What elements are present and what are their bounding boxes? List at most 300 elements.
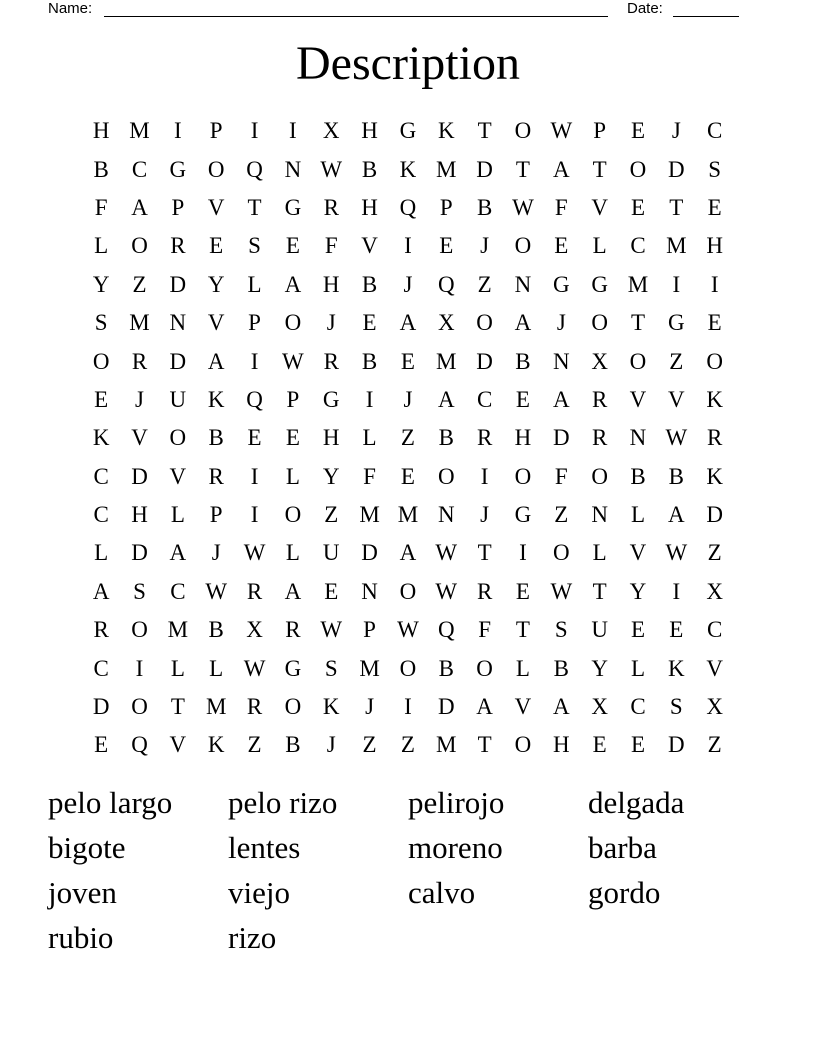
worksheet-header [0, 0, 816, 22]
grid-letter: B [361, 271, 378, 297]
grid-letter: O [591, 463, 608, 489]
grid-letter: O [131, 617, 148, 643]
grid-letter: K [706, 386, 723, 412]
word-bank-item: barba [588, 830, 657, 865]
grid-letter: D [476, 156, 493, 182]
grid-letter: D [668, 156, 685, 182]
word-bank-item: lentes [228, 830, 301, 865]
grid-row [82, 534, 734, 572]
grid-letter: B [515, 348, 531, 374]
grid-letter: W [282, 348, 304, 374]
grid-letter: L [362, 425, 377, 451]
grid-letter: E [285, 233, 300, 259]
grid-letter: C [707, 617, 723, 643]
grid-letter: J [671, 118, 681, 144]
grid-letter: E [209, 233, 224, 259]
grid-letter: V [514, 694, 532, 720]
grid-letter: I [404, 233, 412, 259]
grid-letter: S [669, 694, 683, 720]
word-bank-item: calvo [408, 875, 476, 910]
grid-letter: W [243, 540, 266, 566]
grid-letter: O [591, 310, 608, 336]
grid-letter: M [167, 617, 189, 643]
grid-letter: W [320, 617, 343, 643]
grid-letter: M [359, 502, 380, 528]
grid-letter: T [477, 732, 492, 758]
grid-letter: I [672, 271, 681, 297]
grid-letter: P [363, 617, 376, 643]
word-bank-item: rizo [228, 920, 277, 955]
grid-letter: T [515, 617, 530, 643]
grid-letter: V [131, 425, 148, 451]
grid-letter: E [400, 463, 415, 489]
grid-letter: Z [669, 348, 684, 374]
grid-letter: R [323, 194, 339, 220]
grid-letter: A [399, 540, 417, 566]
word-bank-item: pelirojo [408, 785, 505, 820]
word-bank-item: pelo rizo [228, 785, 338, 820]
grid-letter: O [169, 425, 187, 451]
grid-letter: E [362, 310, 377, 336]
grid-letter: Y [591, 655, 608, 681]
grid-letter: V [629, 386, 647, 412]
grid-letter: F [324, 233, 338, 259]
grid-letter: D [706, 502, 723, 528]
grid-letter: R [285, 617, 301, 643]
grid-letter: A [668, 502, 685, 528]
grid-letter: V [706, 655, 723, 681]
grid-letter: J [403, 271, 413, 297]
grid-letter: S [324, 655, 338, 681]
grid-row [82, 266, 734, 304]
grid-letter: X [322, 118, 340, 144]
grid-letter: G [169, 156, 187, 182]
grid-letter: G [284, 194, 302, 220]
grid-letter: M [397, 502, 419, 528]
grid-letter: Z [400, 732, 415, 758]
grid-letter: I [250, 502, 259, 528]
grid-letter: P [593, 118, 607, 144]
grid-letter: H [552, 732, 570, 758]
grid-letter: B [553, 655, 569, 681]
grid-letter: X [591, 348, 608, 374]
grid-row [82, 419, 734, 457]
grid-letter: M [666, 233, 687, 259]
grid-letter: W [665, 425, 688, 451]
grid-letter: B [285, 732, 301, 758]
grid-letter: R [476, 578, 493, 604]
grid-letter: U [322, 540, 340, 566]
grid-letter: Q [399, 194, 417, 220]
grid-letter: V [668, 386, 685, 412]
grid-letter: Q [131, 732, 148, 758]
grid-letter: E [592, 732, 607, 758]
grid-letter: T [669, 194, 684, 220]
word-bank-item: joven [48, 875, 117, 910]
grid-letter: A [92, 578, 110, 604]
grid-letter: B [361, 156, 378, 182]
grid-letter: W [435, 578, 458, 604]
grid-letter: J [326, 732, 336, 758]
grid-letter: N [552, 348, 570, 374]
grid-letter: T [592, 156, 607, 182]
grid-row [82, 573, 734, 611]
grid-letter: M [627, 271, 649, 297]
grid-letter: T [477, 540, 492, 566]
grid-row [82, 688, 734, 726]
grid-letter: W [550, 578, 573, 604]
grid-letter: I [250, 118, 259, 144]
grid-row [82, 726, 734, 764]
grid-letter: J [365, 694, 375, 720]
grid-row [82, 496, 734, 534]
grid-letter: W [397, 617, 419, 643]
grid-letter: N [437, 502, 455, 528]
grid-letter: D [92, 694, 110, 720]
grid-letter: Y [629, 578, 647, 604]
grid-letter: K [207, 732, 225, 758]
grid-letter: B [438, 655, 454, 681]
word-bank [48, 782, 768, 962]
grid-letter: L [247, 271, 262, 297]
grid-letter: E [285, 425, 300, 451]
grid-letter: P [286, 386, 300, 412]
grid-row [82, 189, 734, 227]
grid-letter: V [169, 732, 187, 758]
grid-letter: B [438, 425, 454, 451]
name-blank-line [104, 16, 608, 17]
grid-letter: J [480, 502, 490, 528]
grid-letter: E [707, 194, 722, 220]
grid-letter: Z [707, 732, 722, 758]
grid-letter: I [672, 578, 681, 604]
grid-letter: V [629, 540, 647, 566]
grid-letter: M [436, 156, 457, 182]
grid-letter: X [706, 578, 723, 604]
grid-letter: A [399, 310, 417, 336]
grid-letter: P [439, 194, 453, 220]
grid-letter: K [92, 425, 110, 451]
grid-letter: L [515, 655, 530, 681]
word-bank-item: delgada [588, 785, 685, 820]
grid-letter: R [707, 425, 723, 451]
grid-letter: T [515, 156, 530, 182]
grid-letter: T [477, 118, 492, 144]
grid-letter: C [170, 578, 186, 604]
grid-letter: H [361, 118, 378, 144]
grid-letter: M [205, 694, 227, 720]
grid-letter: Y [92, 271, 110, 297]
grid-letter: A [169, 540, 187, 566]
grid-letter: G [322, 386, 340, 412]
grid-letter: Q [437, 271, 455, 297]
grid-letter: D [476, 348, 493, 374]
grid-letter: L [209, 655, 224, 681]
grid-letter: K [668, 655, 685, 681]
grid-letter: G [284, 655, 302, 681]
grid-letter: E [247, 425, 262, 451]
grid-letter: D [131, 540, 148, 566]
grid-letter: X [591, 694, 608, 720]
grid-letter: I [365, 386, 374, 412]
grid-letter: G [514, 502, 532, 528]
grid-letter: E [515, 578, 530, 604]
grid-letter: R [170, 233, 186, 259]
grid-letter: C [131, 156, 148, 182]
grid-letter: L [592, 233, 607, 259]
grid-letter: W [320, 156, 343, 182]
grid-letter: G [399, 118, 417, 144]
word-bank-item: bigote [48, 830, 126, 865]
grid-letter: O [514, 233, 532, 259]
grid-letter: A [207, 348, 225, 374]
grid-letter: W [665, 540, 688, 566]
grid-letter: B [93, 156, 109, 182]
grid-letter: I [250, 463, 259, 489]
grid-letter: P [209, 118, 223, 144]
grid-letter: M [129, 118, 150, 144]
grid-letter: F [94, 194, 108, 220]
grid-row [82, 227, 734, 265]
grid-letter: H [514, 425, 532, 451]
grid-letter: L [592, 540, 607, 566]
grid-letter: J [556, 310, 566, 336]
grid-letter: D [169, 271, 187, 297]
grid-letter: H [361, 194, 378, 220]
grid-letter: T [170, 694, 185, 720]
grid-letter: R [591, 386, 608, 412]
grid-letter: D [437, 694, 455, 720]
grid-letter: N [591, 502, 608, 528]
grid-letter: S [248, 233, 261, 259]
word-bank-item: rubio [48, 920, 114, 955]
grid-letter: O [131, 233, 148, 259]
grid-letter: Q [246, 156, 263, 182]
grid-letter: B [668, 463, 684, 489]
grid-letter: O [131, 694, 148, 720]
grid-letter: O [514, 463, 532, 489]
grid-letter: D [131, 463, 148, 489]
grid-letter: W [243, 655, 266, 681]
grid-letter: F [478, 617, 491, 643]
grid-letter: K [207, 386, 225, 412]
grid-letter: H [322, 425, 340, 451]
grid-letter: A [514, 310, 532, 336]
grid-letter: K [322, 694, 340, 720]
grid-letter: L [630, 655, 646, 681]
grid-letter: J [135, 386, 144, 412]
grid-letter: O [514, 118, 532, 144]
grid-letter: B [630, 463, 646, 489]
page-title: Description [296, 37, 520, 90]
grid-letter: O [629, 348, 647, 374]
grid-letter: G [552, 271, 570, 297]
grid-letter: R [93, 617, 109, 643]
grid-letter: M [359, 655, 380, 681]
date-label: Date: [627, 0, 663, 17]
word-bank-item: moreno [408, 830, 503, 865]
grid-row [82, 458, 734, 496]
grid-letter: P [171, 194, 185, 220]
grid-letter: H [706, 233, 723, 259]
name-label: Name: [48, 0, 93, 17]
grid-letter: I [174, 118, 182, 144]
grid-letter: P [248, 310, 261, 336]
grid-letter: R [131, 348, 148, 374]
grid-row [82, 611, 734, 649]
grid-letter: W [435, 540, 458, 566]
word-bank-item: pelo largo [48, 785, 173, 820]
grid-letter: O [629, 156, 647, 182]
word-search-grid [82, 112, 734, 765]
grid-letter: Q [437, 617, 455, 643]
grid-letter: R [476, 425, 493, 451]
grid-letter: C [93, 502, 109, 528]
grid-letter: O [476, 310, 493, 336]
grid-letter: Z [362, 732, 377, 758]
grid-letter: N [629, 425, 647, 451]
grid-letter: O [92, 348, 110, 374]
grid-letter: A [131, 194, 148, 220]
grid-letter: E [630, 617, 646, 643]
grid-letter: Z [247, 732, 262, 758]
grid-letter: A [552, 694, 570, 720]
grid-letter: O [706, 348, 723, 374]
grid-letter: B [361, 348, 378, 374]
grid-letter: K [437, 118, 455, 144]
grid-letter: O [399, 655, 417, 681]
grid-letter: U [591, 617, 608, 643]
grid-letter: L [285, 540, 300, 566]
grid-letter: Z [324, 502, 339, 528]
grid-letter: L [170, 502, 185, 528]
grid-letter: I [519, 540, 527, 566]
grid-letter: M [129, 310, 150, 336]
grid-letter: C [93, 655, 109, 681]
grid-letter: E [630, 194, 646, 220]
grid-letter: S [708, 156, 722, 182]
grid-letter: N [169, 310, 187, 336]
grid-letter: H [322, 271, 340, 297]
grid-letter: R [591, 425, 608, 451]
grid-letter: Y [207, 271, 225, 297]
date-blank-line [673, 16, 739, 17]
grid-letter: E [324, 578, 339, 604]
grid-letter: K [706, 463, 723, 489]
grid-letter: O [552, 540, 570, 566]
grid-letter: A [476, 694, 493, 720]
grid-row [82, 649, 734, 687]
grid-letter: D [668, 732, 685, 758]
grid-letter: A [437, 386, 455, 412]
grid-letter: B [476, 194, 493, 220]
grid-letter: V [591, 194, 608, 220]
grid-letter: E [94, 732, 109, 758]
grid-letter: V [207, 310, 225, 336]
grid-letter: W [512, 194, 534, 220]
grid-letter: I [135, 655, 144, 681]
grid-letter: K [399, 156, 417, 182]
grid-letter: L [170, 655, 185, 681]
grid-letter: V [207, 194, 225, 220]
grid-letter: A [552, 386, 570, 412]
grid-letter: I [710, 271, 719, 297]
grid-row [82, 381, 734, 419]
grid-letter: C [93, 463, 109, 489]
grid-letter: O [437, 463, 455, 489]
grid-row [82, 342, 734, 380]
grid-letter: E [669, 617, 684, 643]
word-bank-item: viejo [228, 875, 290, 910]
grid-letter: I [289, 118, 297, 144]
grid-letter: T [592, 578, 607, 604]
grid-letter: P [209, 502, 223, 528]
grid-letter: R [323, 348, 339, 374]
grid-letter: F [554, 463, 568, 489]
grid-letter: Q [246, 386, 263, 412]
grid-letter: F [554, 194, 568, 220]
grid-letter: N [284, 156, 302, 182]
grid-letter: C [630, 694, 646, 720]
grid-letter: M [436, 348, 457, 374]
grid-letter: W [205, 578, 228, 604]
grid-letter: Z [400, 425, 415, 451]
grid-letter: R [246, 694, 263, 720]
grid-letter: E [94, 386, 109, 412]
grid-letter: J [403, 386, 413, 412]
grid-letter: O [207, 156, 225, 182]
grid-letter: L [94, 233, 109, 259]
grid-letter: L [94, 540, 109, 566]
grid-letter: I [250, 348, 259, 374]
grid-letter: A [284, 271, 302, 297]
grid-letter: M [436, 732, 457, 758]
grid-letter: G [668, 310, 685, 336]
grid-letter: S [94, 310, 108, 336]
grid-letter: Z [554, 502, 569, 528]
grid-letter: D [361, 540, 378, 566]
grid-letter: W [550, 118, 573, 144]
grid-letter: J [211, 540, 221, 566]
grid-letter: Y [322, 463, 340, 489]
grid-letter: O [284, 694, 302, 720]
grid-letter: Z [707, 540, 722, 566]
grid-letter: G [591, 271, 608, 297]
grid-letter: S [554, 617, 568, 643]
grid-letter: O [399, 578, 417, 604]
grid-letter: U [169, 386, 187, 412]
grid-letter: X [706, 694, 723, 720]
grid-letter: A [552, 156, 570, 182]
grid-letter: B [208, 617, 224, 643]
grid-letter: N [361, 578, 378, 604]
grid-letter: Z [132, 271, 147, 297]
grid-letter: O [514, 732, 532, 758]
grid-letter: C [707, 118, 723, 144]
grid-letter: X [437, 310, 455, 336]
grid-letter: D [169, 348, 187, 374]
grid-letter: R [246, 578, 263, 604]
grid-letter: O [476, 655, 493, 681]
grid-letter: Z [477, 271, 492, 297]
grid-letter: E [630, 732, 646, 758]
grid-letter: F [363, 463, 376, 489]
grid-letter: D [552, 425, 570, 451]
grid-letter: E [707, 310, 722, 336]
grid-letter: T [247, 194, 262, 220]
grid-letter: X [246, 617, 263, 643]
grid-letter: H [92, 118, 110, 144]
